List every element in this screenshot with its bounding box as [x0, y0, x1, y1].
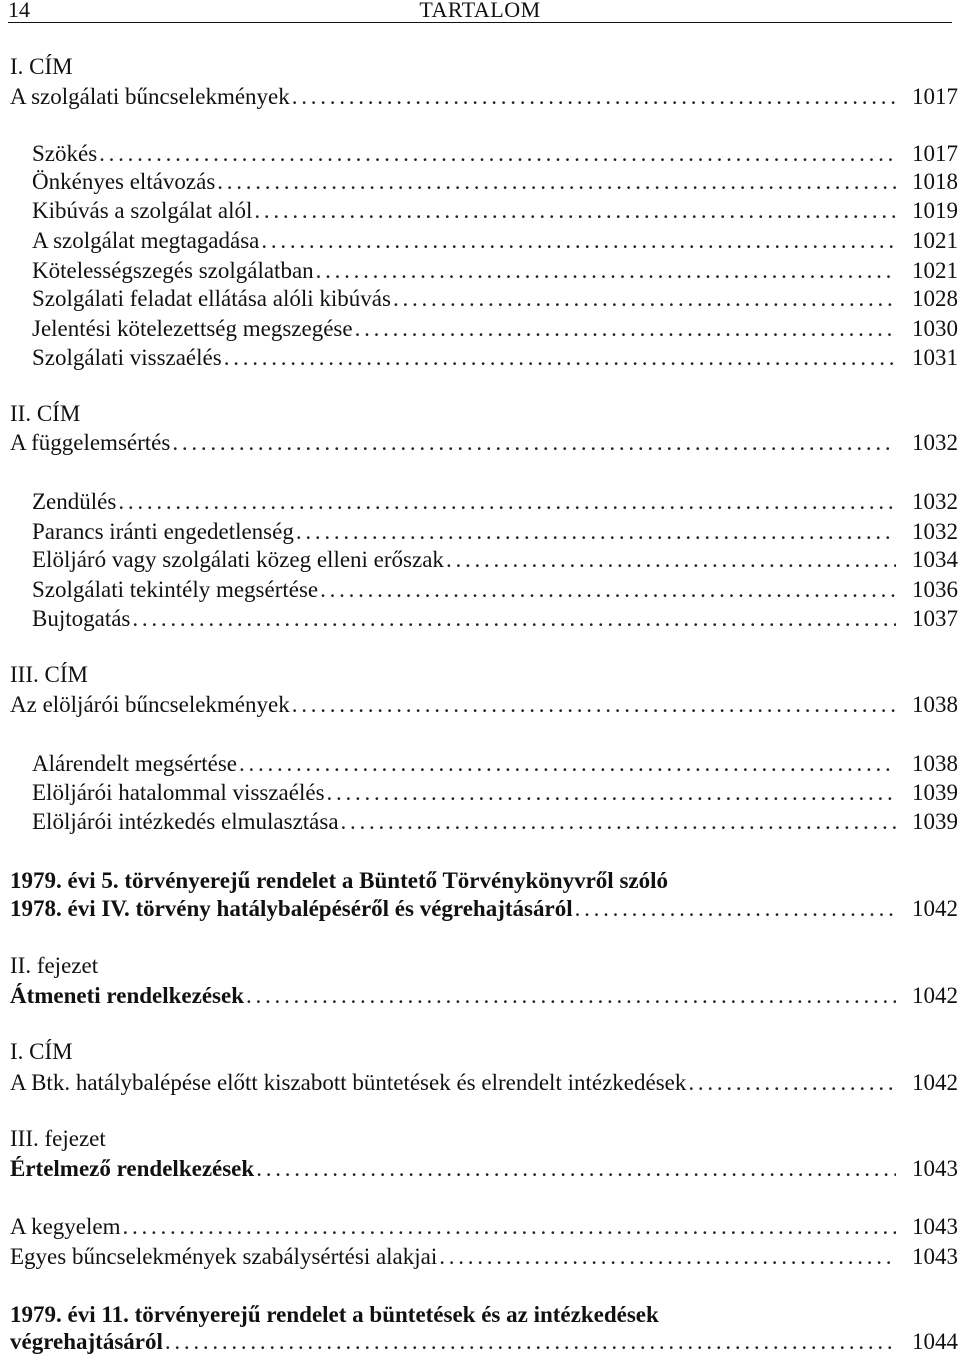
toc-heading: II. CÍM — [10, 401, 81, 426]
toc-entry — [32, 604, 958, 634]
dot-leader — [296, 517, 896, 547]
toc-entry-title: A szolgálat megtagadása — [32, 228, 260, 253]
dot-leader — [217, 167, 896, 197]
toc-entry — [32, 256, 958, 286]
toc-entry — [10, 1154, 958, 1184]
toc-entry-page: 1017 — [912, 141, 958, 166]
dot-leader — [393, 284, 896, 314]
dot-leader — [256, 1154, 896, 1184]
toc-entry — [32, 487, 958, 517]
dot-leader — [123, 1212, 897, 1242]
toc-entry — [10, 894, 958, 924]
dot-leader — [224, 343, 896, 373]
toc-entry-page: 1028 — [912, 286, 958, 311]
toc-entry — [10, 981, 958, 1011]
dot-leader — [575, 894, 896, 924]
toc-entry-title: A Btk. hatálybalépése előtt kiszabott büntetések és elrendelt intézkedések — [10, 1070, 687, 1095]
toc-entry — [32, 778, 958, 808]
toc-heading: III. CÍM — [10, 662, 88, 687]
toc-entry-title: A kegyelem — [10, 1214, 121, 1239]
toc-entry-title: Alárendelt megsértése — [32, 751, 237, 776]
dot-leader — [316, 256, 896, 286]
dot-leader — [165, 1327, 896, 1357]
dot-leader — [261, 226, 896, 256]
toc-entry-page: 1042 — [912, 1070, 958, 1095]
dot-leader — [292, 82, 896, 112]
toc-entry-title: Zendülés — [32, 489, 117, 514]
toc-entry-title: Az elöljárói bűncselekmények — [10, 692, 290, 717]
toc-entry-title: Elöljáró vagy szolgálati közeg elleni erőszak — [32, 547, 444, 572]
toc-entry-title: végrehajtásáról — [10, 1329, 163, 1354]
toc-entry-title: Egyes bűncselekmények szabálysértési alakjai — [10, 1244, 438, 1269]
toc-entry-title: Szolgálati tekintély megsértése — [32, 577, 319, 602]
toc-entry-page: 1043 — [912, 1156, 958, 1181]
toc-entry-page: 1042 — [912, 983, 958, 1008]
toc-entry — [10, 428, 958, 458]
toc-entry-page: 1037 — [912, 606, 958, 631]
toc-entry-page: 1031 — [912, 345, 958, 370]
toc-entry-title: Szolgálati feladat ellátása alóli kibúvás — [32, 286, 391, 311]
toc-entry-title: A szolgálati bűncselekmények — [10, 84, 290, 109]
dot-leader — [341, 807, 896, 837]
toc-entry-page: 1032 — [912, 430, 958, 455]
toc-act-title: 1979. évi 5. törvényerejű rendelet a Büntető Törvénykönyvről szóló — [10, 868, 668, 893]
dot-leader — [254, 196, 896, 226]
toc-entry-page: 1044 — [912, 1329, 958, 1354]
dot-leader — [355, 314, 896, 344]
toc-entry-page: 1043 — [912, 1214, 958, 1239]
toc-entry-page: 1018 — [912, 169, 958, 194]
toc-entry — [32, 314, 958, 344]
toc-entry-page: 1039 — [912, 809, 958, 834]
toc-entry — [10, 1212, 958, 1242]
toc-entry-page: 1032 — [912, 489, 958, 514]
toc-entry-title: Kötelességszegés szolgálatban — [32, 258, 314, 283]
toc-heading: III. fejezet — [10, 1126, 106, 1151]
toc-entry-page: 1038 — [912, 751, 958, 776]
toc-entry — [10, 1068, 958, 1098]
dot-leader — [292, 690, 896, 720]
toc-entry-page: 1042 — [912, 896, 958, 921]
toc-entry-page: 1036 — [912, 577, 958, 602]
toc-entry — [32, 545, 958, 575]
toc-heading: II. fejezet — [10, 953, 99, 978]
dot-leader — [446, 545, 896, 575]
toc-entry-page: 1032 — [912, 519, 958, 544]
toc-entry-title: Értelmező rendelkezések — [10, 1156, 255, 1181]
toc-entry — [32, 284, 958, 314]
toc-act-title: 1979. évi 11. törvényerejű rendelet a büntetések és az intézkedések — [10, 1302, 659, 1327]
dot-leader — [439, 1242, 896, 1272]
page-header — [8, 0, 952, 23]
toc-entry-title: Önkényes eltávozás — [32, 169, 216, 194]
toc-entry-page: 1043 — [912, 1244, 958, 1269]
toc-entry-page: 1039 — [912, 780, 958, 805]
toc-entry-page: 1021 — [912, 228, 958, 253]
toc-entry — [10, 1327, 958, 1357]
toc-entry-title: 1978. évi IV. törvény hatálybalépéséről és végrehajtásáról — [10, 896, 573, 921]
toc-entry-title: Kibúvás a szolgálat alól — [32, 198, 253, 223]
running-title: TARTALOM — [419, 0, 541, 22]
dot-leader — [172, 428, 896, 458]
dot-leader — [239, 749, 896, 779]
toc-entry — [10, 1242, 958, 1272]
toc-entry — [32, 139, 958, 169]
dot-leader — [320, 575, 896, 605]
page-number: 14 — [8, 0, 30, 22]
toc-entry — [32, 517, 958, 547]
dot-leader — [688, 1068, 896, 1098]
toc-entry-page: 1038 — [912, 692, 958, 717]
toc-entry-title: Jelentési kötelezettség megszegése — [32, 316, 353, 341]
dot-leader — [118, 487, 896, 517]
toc-entry-title: Elöljárói hatalommal visszaélés — [32, 780, 325, 805]
dot-leader — [132, 604, 896, 634]
toc-entry — [32, 196, 958, 226]
toc-entry — [32, 749, 958, 779]
dot-leader — [99, 139, 896, 169]
toc-entry-page: 1017 — [912, 84, 958, 109]
toc-entry — [32, 575, 958, 605]
toc-entry — [32, 807, 958, 837]
toc-entry-title: Szökés — [32, 141, 98, 166]
toc-entry-title: Elöljárói intézkedés elmulasztása — [32, 809, 339, 834]
toc-entry-title: Átmeneti rendelkezések — [10, 983, 244, 1008]
toc-entry-title: Szolgálati visszaélés — [32, 345, 222, 370]
toc-heading: I. CÍM — [10, 1039, 73, 1064]
toc-entry — [10, 82, 958, 112]
toc-entry — [32, 226, 958, 256]
toc-entry-page: 1019 — [912, 198, 958, 223]
toc-entry-title: Parancs iránti engedetlenség — [32, 519, 294, 544]
toc-entry-page: 1034 — [912, 547, 958, 572]
toc-entry-title: Bujtogatás — [32, 606, 131, 631]
toc-entry — [32, 167, 958, 197]
toc-entry — [10, 690, 958, 720]
toc-heading: I. CÍM — [10, 54, 73, 79]
dot-leader — [246, 981, 896, 1011]
toc-entry — [32, 343, 958, 373]
toc-entry-page: 1021 — [912, 258, 958, 283]
toc-entry-page: 1030 — [912, 316, 958, 341]
dot-leader — [327, 778, 896, 808]
toc-entry-title: A függelemsértés — [10, 430, 171, 455]
